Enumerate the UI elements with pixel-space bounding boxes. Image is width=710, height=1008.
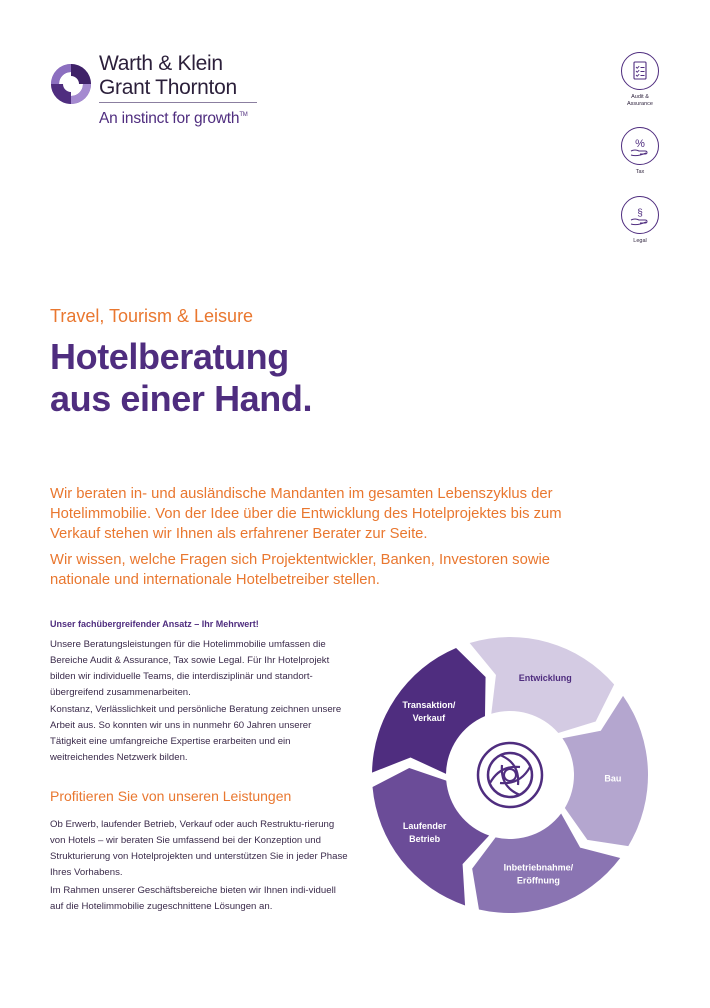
service-legal: [612, 196, 668, 245]
cycle-label-5: Transaktion/ Verkauf: [402, 700, 456, 724]
brand-divider: [99, 102, 257, 103]
svg-text:§: §: [637, 208, 643, 219]
service-label-tax: Tax: [635, 169, 645, 175]
service-label-audit-line1: Audit &: [631, 94, 649, 100]
service-audit: [612, 52, 668, 108]
body-paragraph-4: Im Rahmen unserer Geschäftsbereiche bieten wir Ihnen indi-viduell auf die Hotelimmobilie zugeschnittene Lösungen an.: [50, 885, 336, 912]
section-heading: Profitieren Sie von unseren Leistungen: [50, 788, 292, 804]
title-line-2: aus einer Hand.: [50, 378, 313, 419]
svg-text:%: %: [635, 138, 645, 150]
service-label-legal: Legal: [633, 238, 647, 244]
body-paragraph-2: Konstanz, Verlässlichkeit und persönliche Beratung zeichnen unsere Arbeit aus. So konnten wir uns in nunmehr 60 Jahren unserer Tätigkeit eine umfangreiche Expertise erarbeiten und ein weitreichendes Netzwerk bilden.: [50, 704, 342, 763]
lead-paragraph-1: Wir beraten in- und ausländische Mandanten im gesamten Lebenszyklus der Hotelimmobilie. Von der Idee über die Entwicklung des Hotelprojektes bis zum Verkauf stehen wir Ihnen als erfahrener Berater zur Seite.: [50, 486, 562, 542]
body-paragraph-3: Ob Erwerb, laufender Betrieb, Verkauf oder auch Restruktu-rierung von Hotels – wir beraten Sie umfassend bei der Konzeption und Strukturierung von Hotelprojekten und unterstützen Sie in jeder Phase Ihres Vorhabens.: [50, 819, 348, 878]
service-tax: [612, 127, 668, 176]
service-label-audit: [612, 94, 668, 108]
tagline: [99, 110, 248, 128]
cycle-center: [448, 713, 572, 837]
cycle-label-2: Bau: [604, 773, 622, 784]
page-title: [50, 336, 312, 420]
body-paragraph-1: Unsere Beratungsleistungen für die Hotelimmobilie umfassen die Bereiche Audit & Assurance, Tax sowie Legal. Für Ihr Hotelprojekt bilden wir individuelle Teams, die interdisziplinär und standort-übergreifend zusammenarbeiten.: [50, 639, 330, 698]
cycle-label-3: Inbetriebnahme/ Eröffnung: [503, 862, 574, 886]
cycle-label-1: Entwicklung: [518, 673, 572, 684]
trademark-mark: TM: [239, 112, 248, 118]
lifecycle-diagram: [360, 625, 660, 925]
brand-name: [99, 52, 237, 100]
title-line-1: Hotelberatung: [50, 336, 289, 377]
paragraph-hand-icon: [621, 196, 659, 234]
brand-line-1: Warth & Klein: [99, 52, 223, 75]
subheading: Unser fachübergreifender Ansatz – Ihr Mehrwert!: [50, 619, 259, 629]
checklist-icon: [621, 52, 659, 90]
grant-thornton-logo-icon: [50, 63, 92, 105]
cycle-label-4: Laufender Betrieb: [402, 821, 447, 845]
brand-line-2: Grant Thornton: [99, 76, 237, 99]
tagline-text: An instinct for growth: [99, 110, 240, 127]
kicker: Travel, Tourism & Leisure: [50, 306, 254, 326]
lead-paragraph-2: Wir wissen, welche Fragen sich Projektentwickler, Banken, Investoren sowie nationale und internationale Hotelbetreiber stellen.: [50, 552, 551, 588]
percent-hand-icon: [621, 127, 659, 165]
service-label-audit-line2: Assurance: [627, 101, 653, 107]
